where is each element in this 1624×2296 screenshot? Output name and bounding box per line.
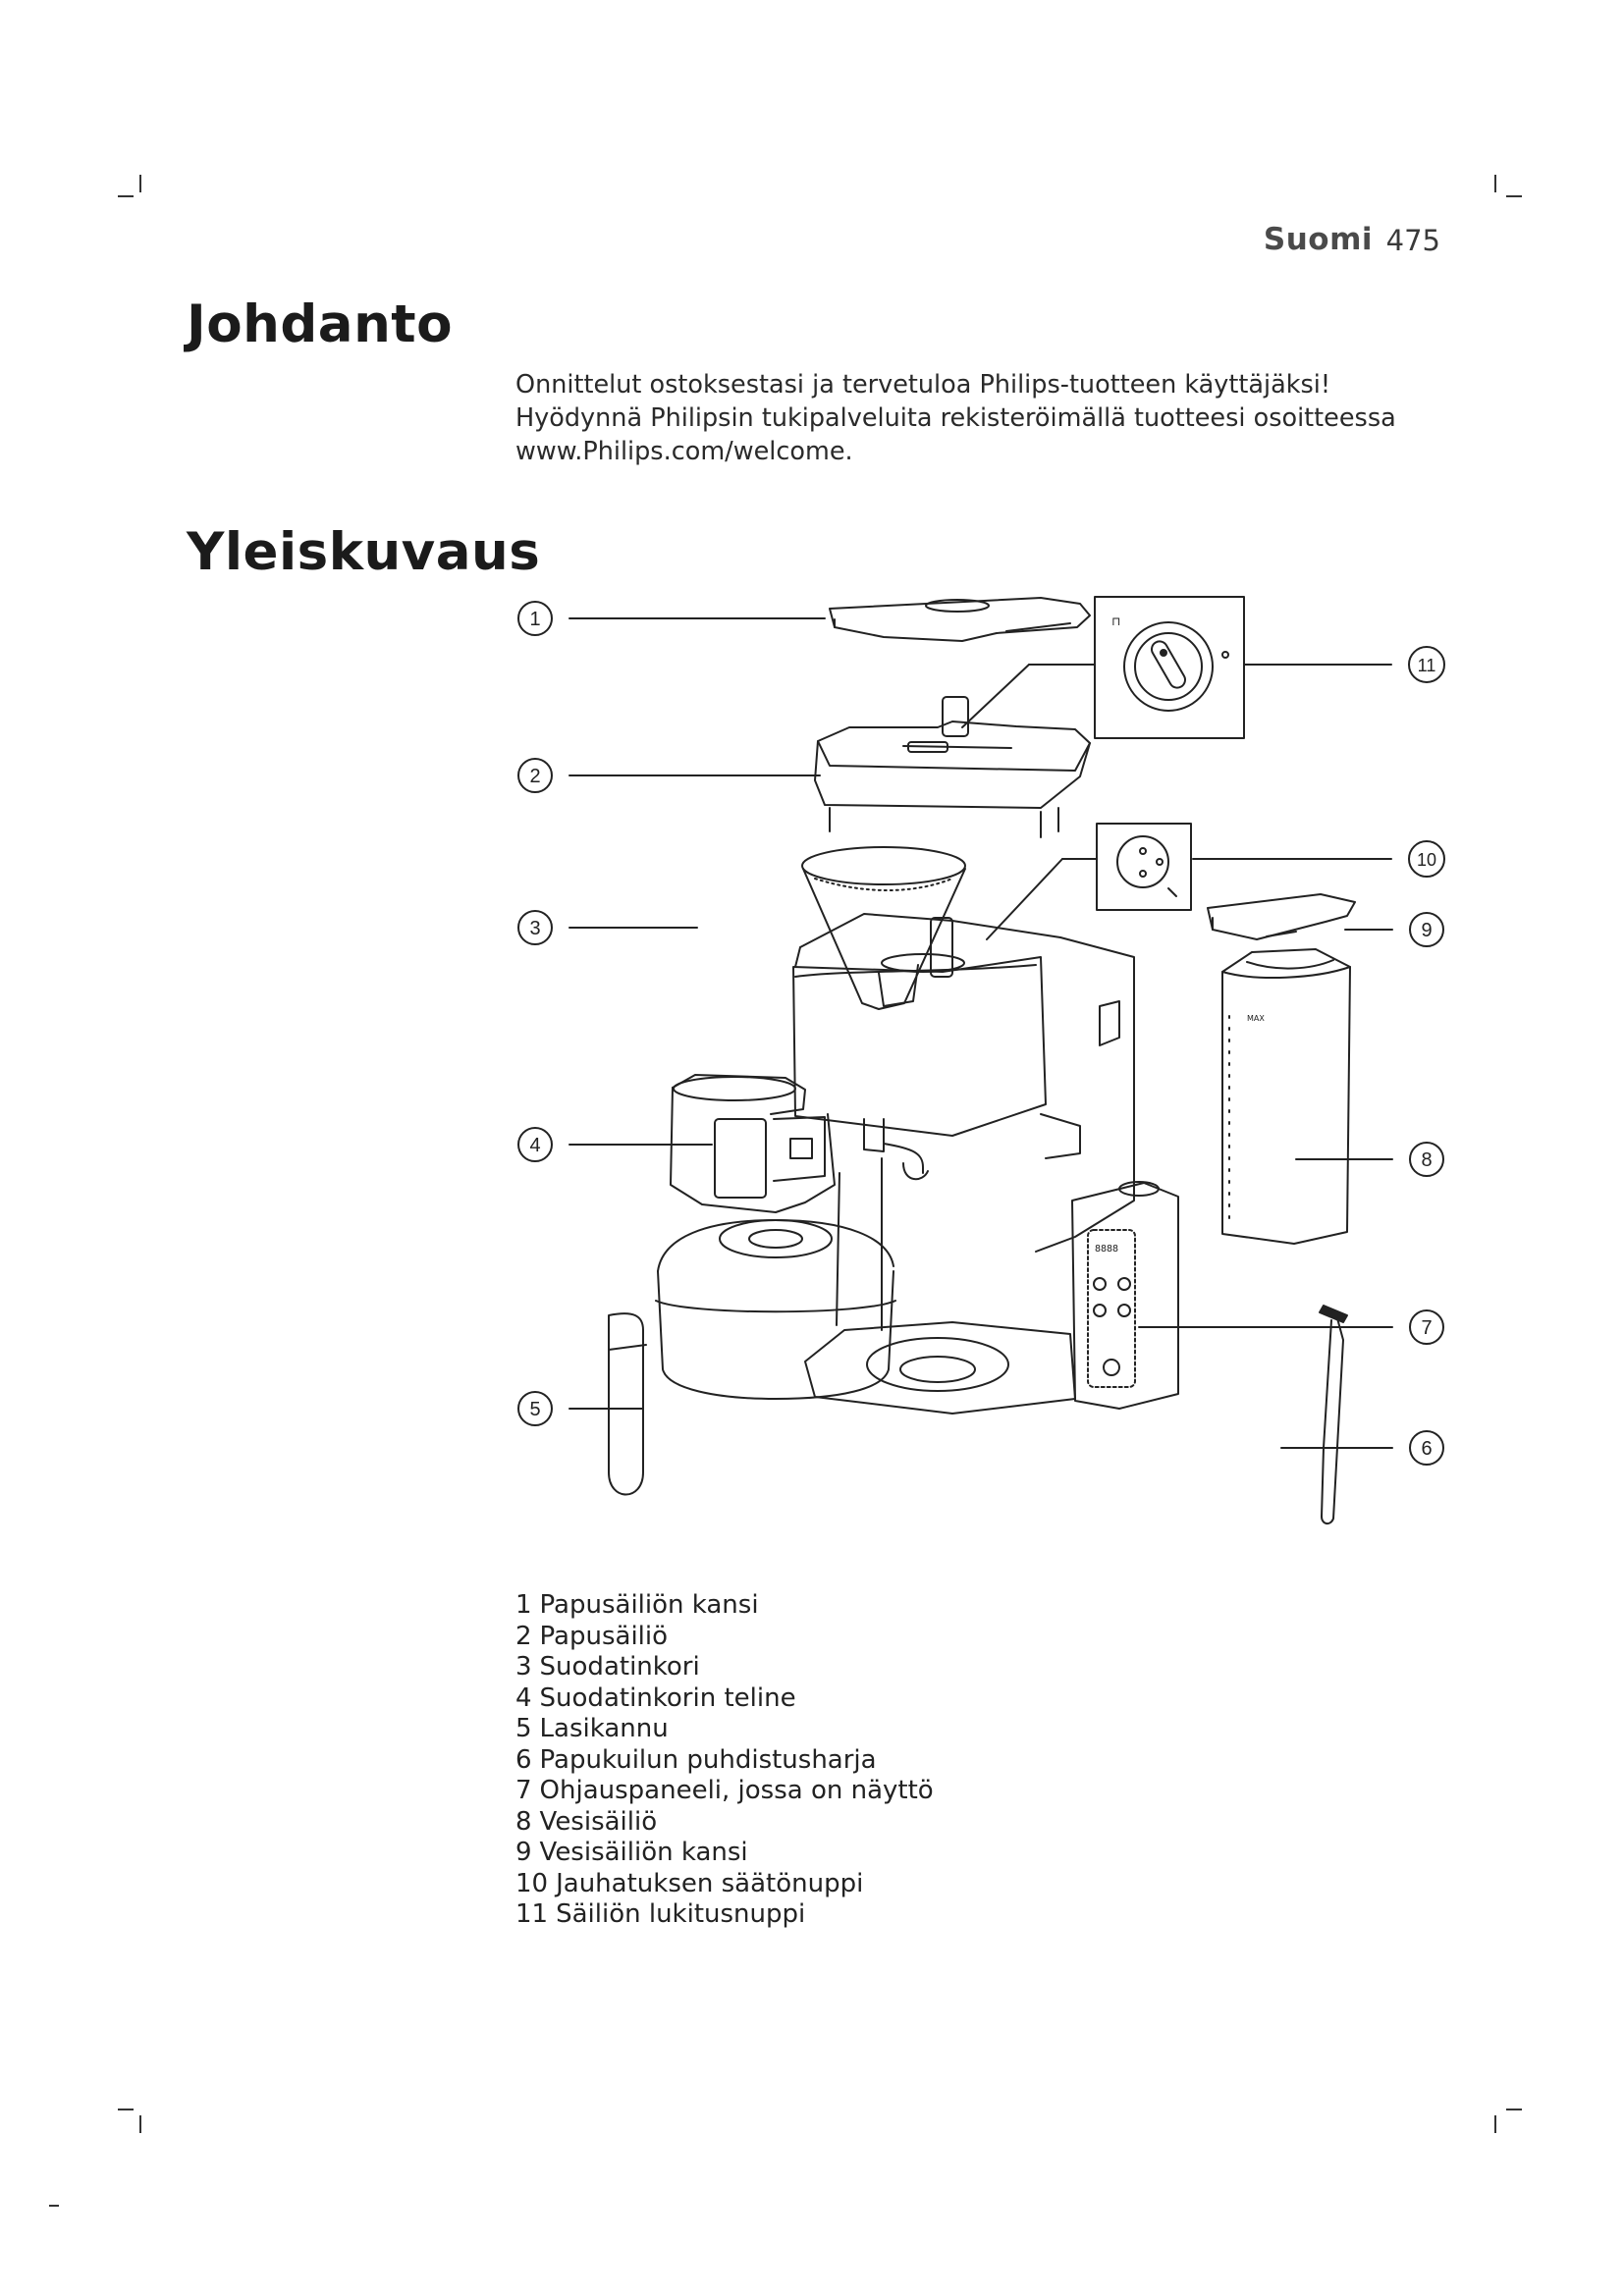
list-item: 8 Vesisäiliö: [515, 1806, 658, 1837]
crop-mark: [118, 195, 134, 197]
crop-mark: [1494, 175, 1496, 192]
svg-text:8888: 8888: [1095, 1244, 1119, 1255]
intro-text: [515, 368, 1399, 468]
filter-basket: [802, 847, 965, 1009]
intro-line: www.Philips.com/welcome.: [515, 437, 853, 466]
intro-line: Onnittelut ostoksestasi ja tervetuloa Philips-tuotteen käyttäjäksi!: [515, 370, 1331, 400]
svg-text:7: 7: [1421, 1317, 1433, 1339]
callout-7: [1139, 1310, 1443, 1344]
list-item: 4 Suodatinkorin teline: [515, 1682, 796, 1713]
grind-knob-detail: [987, 824, 1191, 939]
coffee-maker-exploded-diagram: [491, 584, 1473, 1536]
callout-8: [1296, 1143, 1443, 1176]
page-number: 475: [1385, 224, 1440, 257]
svg-text:11: 11: [1417, 656, 1436, 675]
svg-text:2: 2: [529, 766, 541, 787]
svg-text:8: 8: [1421, 1149, 1433, 1171]
svg-text:3: 3: [529, 918, 541, 939]
svg-text:9: 9: [1421, 920, 1433, 941]
callout-10: [1193, 841, 1444, 877]
svg-text:⊓: ⊓: [1111, 614, 1121, 628]
intro-line: Hyödynnä Philipsin tukipalveluita rekisteröimällä tuotteesi osoitteessa: [515, 403, 1396, 433]
list-item: 3 Suodatinkori: [515, 1652, 700, 1682]
header-language: Suomi: [1263, 222, 1373, 257]
callout-3: [518, 911, 697, 944]
callout-1: [518, 602, 825, 635]
list-item: 9 Vesisäiliön kansi: [515, 1838, 748, 1867]
list-item: 6 Papukuilun puhdistusharja: [515, 1744, 877, 1775]
list-item: 7 Ohjauspaneeli, jossa on näyttö: [515, 1776, 934, 1805]
svg-text:6: 6: [1421, 1438, 1433, 1460]
lock-knob-detail: [962, 597, 1244, 738]
list-item: 1 Papusäiliön kansi: [515, 1590, 759, 1620]
list-item: 5 Lasikannu: [515, 1714, 669, 1743]
callout-5: [518, 1392, 643, 1425]
callout-9: [1345, 913, 1443, 946]
svg-text:MAX: MAX: [1247, 1014, 1265, 1023]
glass-jug: [609, 1220, 895, 1495]
list-item: 11 Säiliön lukitusnuppi: [515, 1899, 806, 1929]
svg-text:1: 1: [529, 609, 541, 630]
callout-4: [518, 1128, 712, 1161]
svg-text:4: 4: [529, 1135, 541, 1156]
svg-text:10: 10: [1416, 850, 1437, 870]
crop-mark: [139, 2115, 141, 2133]
callout-6: [1281, 1431, 1443, 1465]
cleaning-brush: [1320, 1306, 1347, 1523]
list-item: 2 Papusäiliö: [515, 1621, 669, 1651]
svg-text:5: 5: [529, 1399, 541, 1420]
crop-mark: [139, 175, 141, 192]
crop-mark: [49, 2205, 59, 2207]
overview-heading: Yleiskuvaus: [187, 522, 541, 582]
intro-heading: Johdanto: [187, 294, 454, 354]
bean-container-lid: [830, 598, 1090, 641]
crop-mark: [118, 2109, 134, 2110]
callout-11: [1245, 647, 1444, 682]
coffee-maker-body: [793, 914, 1178, 1414]
crop-mark: [1506, 2109, 1522, 2110]
parts-list: [515, 1590, 934, 1931]
callout-2: [518, 759, 820, 792]
list-item: 10 Jauhatuksen säätönuppi: [515, 1868, 864, 1898]
crop-mark: [1506, 195, 1522, 197]
crop-mark: [1494, 2115, 1496, 2133]
bean-container: [815, 697, 1090, 837]
